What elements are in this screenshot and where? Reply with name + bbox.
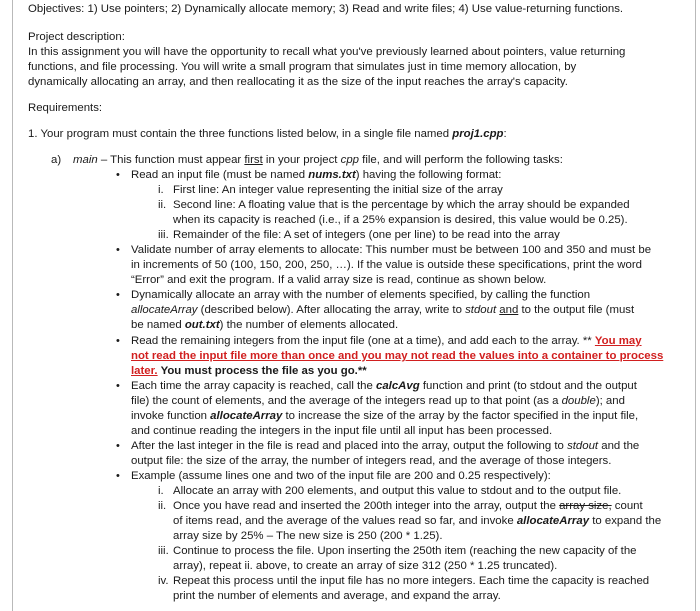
- description-line-2: functions, and file processing. You will write a small program that simulates just in time memory allocation, by: [28, 61, 577, 73]
- list-marker-a: a): [51, 154, 62, 166]
- bullet-example-intro: Example (assume lines one and two of the input file are 200 and 0.25 respectively):: [131, 470, 551, 482]
- bullet-capacity-line-2: file) the count of elements, and the average of the integers read up to that point (as a double); and: [131, 395, 625, 407]
- bullet-icon: •: [116, 289, 120, 301]
- requirement-1: 1. Your program must contain the three functions listed below, in a single file named proj1.cpp:: [28, 128, 507, 140]
- document-page: [12, 0, 696, 611]
- bullet-icon: •: [116, 169, 120, 181]
- main-function-name: main: [73, 154, 98, 166]
- bullet-allocate-line-1: Dynamically allocate an array with the number of elements specified, by calling the function: [131, 289, 591, 301]
- example-step-3-line-1: Continue to process the file. Upon inserting the 250th item (reaching the new capacity of the: [173, 545, 637, 557]
- bullet-validate-line-1: Validate number of array elements to allocate: This number must be between 100 and 350 and must be: [131, 244, 652, 256]
- bullet-validate-line-2: in increments of 50 (100, 150, 200, 250, …). If the value is outside these specifications, print the word: [131, 259, 642, 271]
- example-marker-ii: ii.: [158, 500, 167, 512]
- sub-item-second-line-cont: when its capacity is reached (i.e., if a 25% expansion is desired, this value would be 0.25).: [173, 214, 628, 226]
- example-marker-iv: iv.: [158, 575, 169, 587]
- warning-text: not read the input file more than once and you may not read the values into a container to process: [131, 350, 664, 362]
- example-step-1: Allocate an array with 200 elements, and output this value to stdout and to the output file.: [173, 485, 622, 497]
- example-step-3-line-2: array), repeat ii. above, to create an array of size 312 (250 * 1.25 truncated).: [173, 560, 558, 572]
- description-line-1: In this assignment you will have the opportunity to recall what you've previously learned about pointers, value returning: [28, 46, 626, 58]
- bullet-last-integer-line-1: After the last integer in the file is read and placed into the array, output the following to stdout and the: [131, 440, 640, 452]
- objectives-line: Objectives: 1) Use pointers; 2) Dynamically allocate memory; 3) Read and write files; 4) Use value-returning functions.: [28, 3, 624, 15]
- example-marker-i: i.: [158, 485, 164, 497]
- example-step-4-line-1: Repeat this process until the input file has no more integers. Each time the capacity is reached: [173, 575, 650, 587]
- main-function-item: main – This function must appear first in your project cpp file, and will perform the following tasks:: [73, 154, 563, 166]
- bullet-allocate-line-3: be named out.txt) the number of elements allocated.: [131, 319, 399, 331]
- sub-marker-iii: iii.: [158, 229, 169, 241]
- example-marker-iii: iii.: [158, 545, 169, 557]
- bullet-read-remaining-line-3: later. You must process the file as you go.**: [131, 365, 367, 377]
- bullet-capacity-line-4: and continue reading the integers in the input file until all input has been processed.: [131, 425, 553, 437]
- bullet-allocate-line-2: allocateArray (described below). After allocating the array, write to stdout and to the output file (must: [131, 304, 635, 316]
- warning-text: You may: [594, 335, 642, 347]
- bullet-icon: •: [116, 335, 120, 347]
- input-filename: nums.txt: [308, 169, 356, 181]
- output-filename: out.txt: [184, 319, 220, 331]
- bullet-icon: •: [116, 470, 120, 482]
- bullet-capacity-line-3: invoke function allocateArray to increase the size of the array by the factor specified in the input file,: [131, 410, 639, 422]
- warning-text: later.: [131, 365, 158, 377]
- bullet-validate-line-3: “Error” and exit the program. If a valid array size is read, continue as shown below.: [131, 274, 547, 286]
- sub-item-second-line: Second line: A floating value that is the percentage by which the array should be expanded: [173, 199, 630, 211]
- example-step-2-line-1: Once you have read and inserted the 200th integer into the array, output the array size, count: [173, 500, 643, 512]
- bullet-read-remaining-line-2: [131, 349, 663, 364]
- bullet-icon: •: [116, 380, 120, 392]
- sub-marker-ii: ii.: [158, 199, 167, 211]
- project-description-heading: Project description:: [28, 31, 125, 43]
- bullet-icon: •: [116, 440, 120, 452]
- sub-marker-i: i.: [158, 184, 164, 196]
- bullet-capacity-line-1: Each time the array capacity is reached, call the calcAvg function and print (to stdout and the output: [131, 380, 637, 392]
- bullet-read-input: Read an input file (must be named nums.txt) having the following format:: [131, 169, 502, 181]
- project-filename: proj1.cpp: [452, 128, 504, 140]
- example-step-2-line-3: array size by 25% – The new size is 250 (200 * 1.25).: [173, 530, 443, 542]
- bullet-read-remaining-line-1: Read the remaining integers from the input file (one at a time), and add each to the array. ** You may: [131, 335, 642, 347]
- description-line-3: dynamically allocating an array, and then reallocating it as the size of the input reaches the array's capacity.: [28, 76, 568, 88]
- example-step-4-line-2: print the number of elements and average, and expand the array.: [173, 590, 501, 602]
- example-step-2-line-2: of items read, and the average of the values read so far, and invoke allocateArray to expand the: [173, 515, 662, 527]
- sub-item-remainder: Remainder of the file: A set of integers (one per line) to be read into the array: [173, 229, 560, 241]
- bullet-icon: •: [116, 244, 120, 256]
- sub-item-first-line: First line: An integer value representing the initial size of the array: [173, 184, 503, 196]
- requirements-heading: Requirements:: [28, 102, 103, 114]
- bullet-last-integer-line-2: output file: the size of the array, the number of integers read, and the average of those integers.: [131, 455, 612, 467]
